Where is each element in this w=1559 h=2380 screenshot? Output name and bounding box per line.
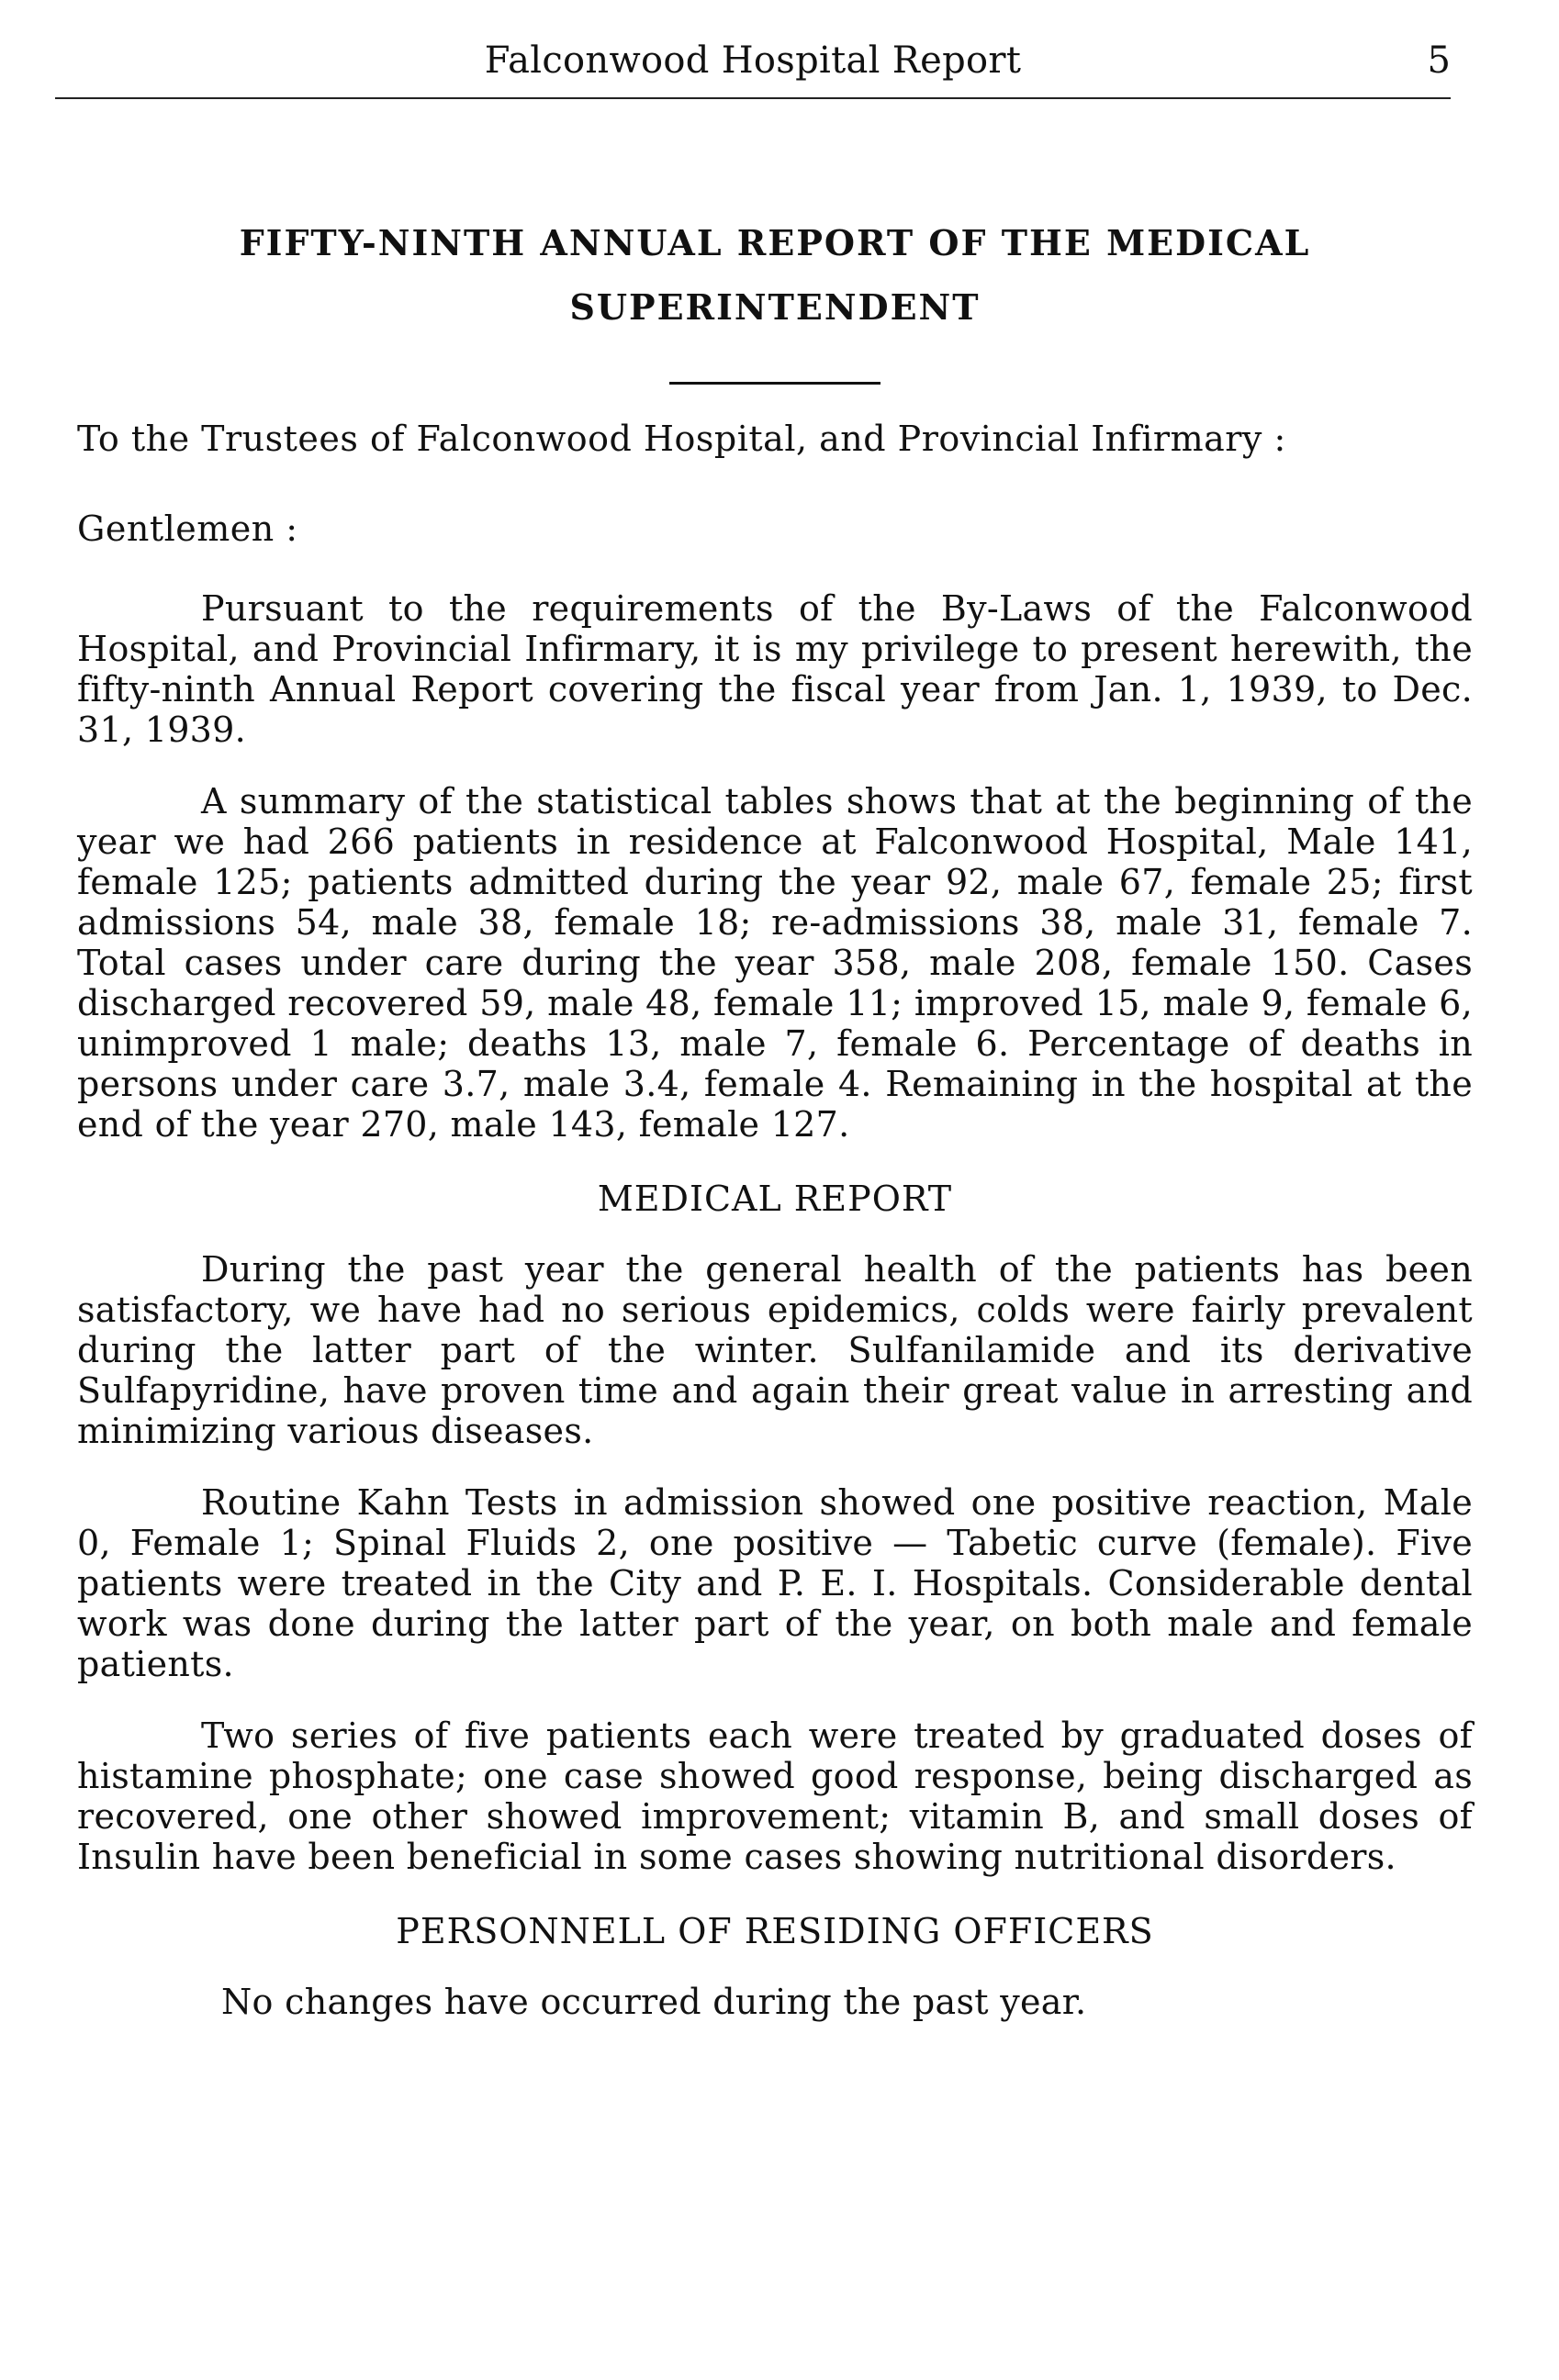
title-rule	[669, 382, 880, 385]
general-health-paragraph: During the past year the general health of the patients has been satisfactory, we have had no serious epidemics, colds were fairly prevalent during the latter part of the winter. Sulfanilamide and its derivative Sulfapyridine, have proven time and again their great value in arresting and minimizing various diseases.	[77, 1249, 1473, 1451]
intro-paragraph: Pursuant to the requirements of the By-Laws of the Falconwood Hospital, and Provincial Infirmary, it is my privilege to present herewith, the fifty-ninth Annual Report covering the fiscal year from Jan. 1, 1939, to Dec. 31, 1939.	[77, 588, 1473, 750]
running-title: Falconwood Hospital Report	[484, 39, 1022, 82]
running-header	[55, 35, 1451, 99]
report-title-line-1: FIFTY-NINTH ANNUAL REPORT OF THE MEDICAL	[239, 222, 1311, 263]
report-title	[77, 211, 1473, 340]
kahn-tests-paragraph: Routine Kahn Tests in admission showed one positive reaction, Male 0, Female 1; Spinal Fluids 2, one positive — Tabetic curve (female). Five patients were treated in the City and P. E. I. Hospitals. Considerable dental work was done during the latter part of the year, on both male and female patients.	[77, 1482, 1473, 1684]
salutation: Gentlemen :	[77, 508, 298, 549]
personnel-heading: PERSONNELL OF RESIDING OFFICERS	[396, 1911, 1154, 1951]
histamine-treatment-paragraph: Two series of five patients each were treated by graduated doses of histamine phosphate; one case showed good response, being discharged as recovered, one other showed improvement; vitamin B, and small doses of Insulin have been beneficial in some cases showing nutritional disorders.	[77, 1715, 1473, 1877]
personnel-paragraph: No changes have occurred during the past year.	[221, 1982, 1087, 2022]
page-body	[77, 211, 1473, 2022]
medical-report-heading: MEDICAL REPORT	[597, 1179, 953, 1219]
page-number: 5	[1427, 39, 1451, 82]
address-line: To the Trustees of Falconwood Hospital, and Provincial Infirmary :	[77, 419, 1286, 459]
header-rule	[55, 97, 1451, 99]
report-title-line-2: SUPERINTENDENT	[569, 286, 981, 328]
statistics-summary-paragraph: A summary of the statistical tables shows that at the beginning of the year we had 266 patients in residence at Falconwood Hospital, Male 141, female 125; patients admitted during the year 92, male 67, female 25; first admissions 54, male 38, female 18; re-admissions 38, male 31, female 7. Total cases under care during the year 358, male 208, female 150. Cases discharged recovered 59, male 48, female 11; improved 15, male 9, female 6, unimproved 1 male; deaths 13, male 7, female 6. Percentage of deaths in persons under care 3.7, male 3.4, female 4. Remaining in the hospital at the end of the year 270, male 143, female 127.	[77, 781, 1473, 1145]
